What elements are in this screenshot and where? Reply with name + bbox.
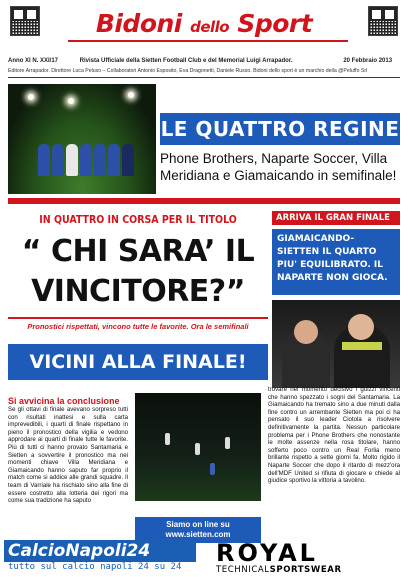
qr-code-icon [10,6,40,36]
ad-left-tagline: tutto sul calcio napoli 24 su 24 [4,562,196,573]
masthead-title-end: Sport [237,9,313,38]
hero-team-photo [8,84,156,194]
ad-calcionapoli24[interactable] [4,540,196,574]
hero-subheadline: Phone Brothers, Naparte Soccer, Villa Meridiana e Giamaicando in semifinale! [160,151,397,183]
sidebar-heading: ARRIVA IL GRAN FINALE [272,211,400,225]
divider [8,317,268,319]
feature-caption: Pronostici rispettati, vincono tutte le favorite. Ora le semifinali [27,322,249,331]
sidebar-text: GIAMAICANDO-SIETTEN IL QUARTO PIU' EQUILIBRATO. IL NAPARTE NON GIOCA. [272,229,400,295]
article-column-1: Se gli ottavi di finale avevano sorpreso tutti con risultati inattesi e sulla carta imprevedibili, i quarti di finale rispettano in pieno il pronostico della vigilia e vedono approdare ai quarti di finale tutte le favorite. Più di tutti ci hanno provato Santamaria e Sietten a sovvertire il pronostico ma nei momenti chiave Villa Meridiana e Giamaicando hanno saputo far proprio il match come si addice alle grandi squadre. Il team di Varriale ha rischiato sino alla fine di essere costretto alla lotteria dei rigori ma come sua tradizione ha saputo [8,406,128,505]
divider [8,77,400,78]
feature-kicker: IN QUATTRO IN CORSA PER IL TITOLO [39,214,237,226]
credits-line: Editore Arrapador. Direttore Luca Peluso – Collaboratori Antonio Esposito, Eva Dragonetti, Daniele Russo. Bidoni dello sport è un marchio della @Peluffo Srl [8,68,368,74]
feature-quote [8,232,268,312]
ad-right-tag-b: SPORTSWEAR [269,565,342,575]
ad-right-brand: ROYAL [216,539,318,567]
article-photo [135,393,261,501]
ad-left-brand: CalcioNapoli24 [4,540,196,562]
ad-royal[interactable] [208,541,404,575]
issue-info-line [8,58,400,64]
feature-quote-line2: VINCITORE?” [31,274,245,309]
website-link[interactable]: www.sietten.com [165,530,231,539]
website-box-line1: Siamo on line su [166,520,230,529]
ad-right-tagline [216,565,342,575]
section-divider [8,198,400,204]
tagline: Rivista Ufficiale della Sietten Football Club e del Memorial Luigi Arrapador. [79,58,293,64]
feature-quote-line1: “ CHI SARA’ IL [21,234,255,269]
masthead-title [50,9,358,38]
issue-date: 20 Febbraio 2013 [343,58,393,64]
hero-headline: LE QUATTRO REGINE [160,113,400,145]
qr-code-icon [368,6,398,36]
article-title: Si avvicina la conclusione [8,396,120,406]
article-column-2: trovare nel momento decisivo i guizzi vincenti che hanno spezzato i sogni del Santamaria. La Giamaicando ha tremato sino a due minuti dalla fine contro un arrembante Sietten ma poi ci ha pensato il suo leader Ciotola a risolvere definitivamente la partita. Nessun particolare problema per i Phone Brothers che nonostante le molte assenze nella rosa titolare, hanno sofferto poco contro un Real Forlia meno brillante rispetto a sette giorni fa. Molto rigido il Naparte Soccer che dopo il ritardo di mezz'ora dell'MDF United si rifiuta di giocare e chiede al giudice sportivo la vittoria a tavolino. [268,386,400,485]
issue-number: Anno XI N. XXI/17 [8,58,59,64]
masthead-title-main: Bidoni [95,9,182,38]
masthead-rule [68,40,348,42]
ad-right-tag-a: TECHNICAL [216,565,270,575]
masthead-title-mid: dello [190,18,230,36]
sidebar-photo [272,300,400,388]
feature-banner: VICINI ALLA FINALE! [8,344,268,380]
